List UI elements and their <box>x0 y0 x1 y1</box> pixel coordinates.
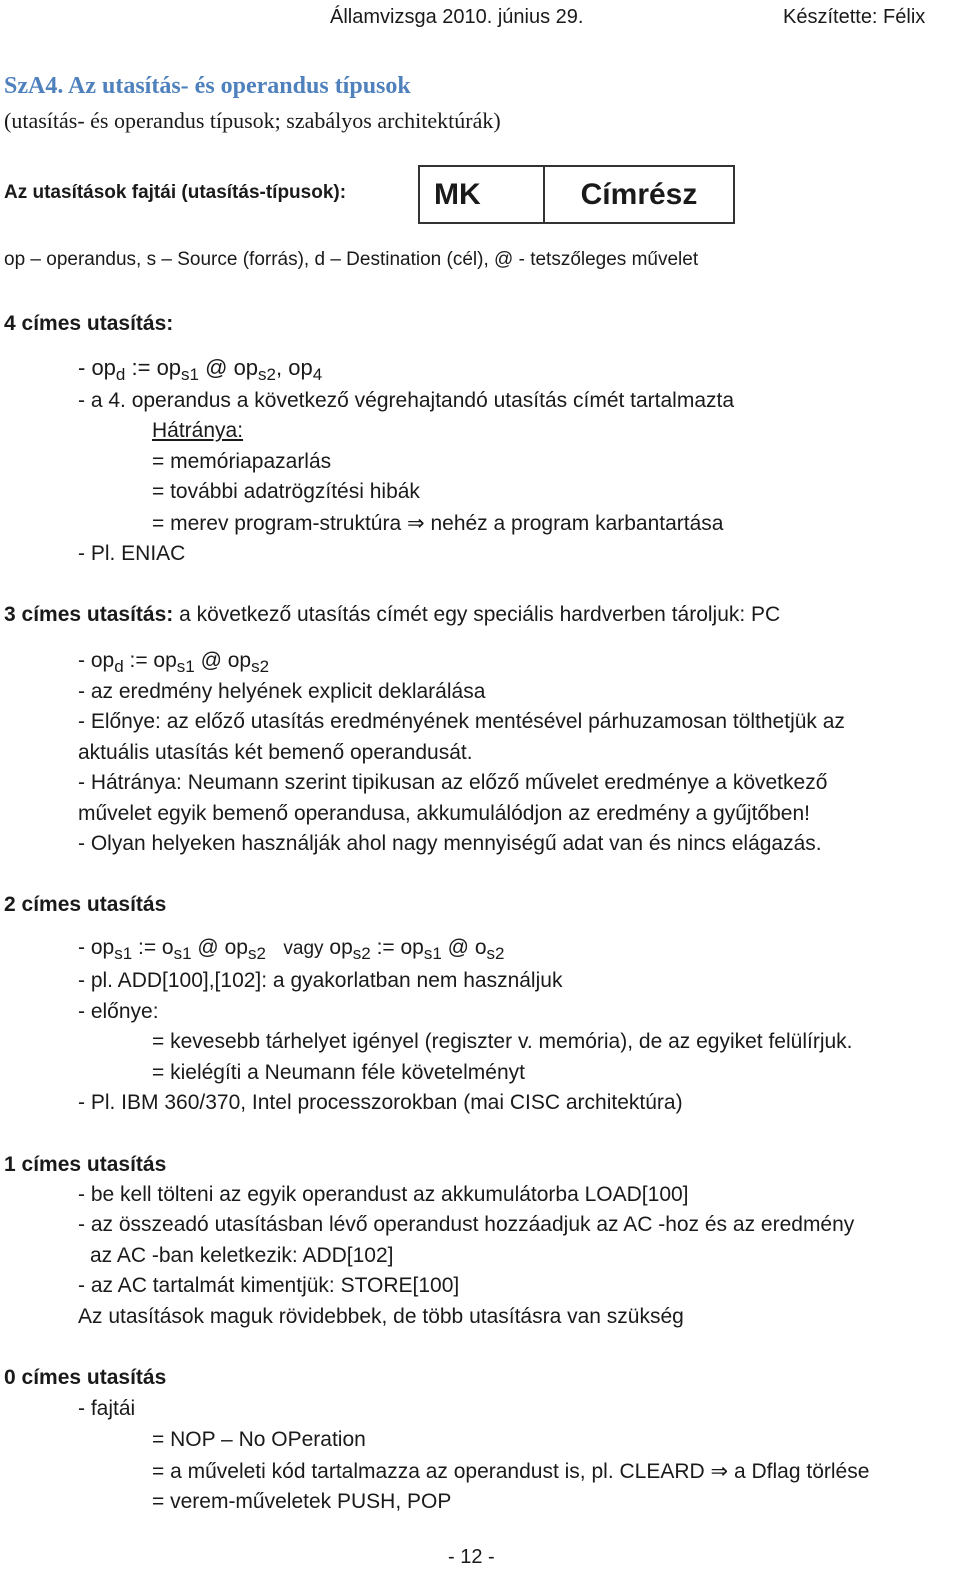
three-address-line: aktuális utasítás két bemenő operandusát. <box>78 741 473 764</box>
zero-address-item: = a műveleti kód tartalmazza az operandust is, pl. CLEARD ⇒ a Dflag törlése <box>152 1459 870 1483</box>
implies-arrow-icon: ⇒ <box>710 1459 729 1483</box>
three-address-formula: - $op_d$ := $op_{s1}$ @ $op_{s2}$ <box>78 649 270 676</box>
zero-address-line: - fajtái <box>78 1397 136 1420</box>
implies-arrow-icon: ⇒ <box>407 511 425 535</box>
two-address-line: - előnye: <box>78 1000 159 1023</box>
one-address-heading: 1 címes utasítás <box>4 1153 167 1176</box>
three-address-line: - Hátránya: Neumann szerint tipikusan az előző művelet eredménye a következő <box>78 771 828 794</box>
three-address-line: művelet egyik bemenő operandusa, akkumulálódjon az eredmény a gyűjtőben! <box>78 802 810 825</box>
four-address-heading: 4 címes utasítás: <box>4 312 174 335</box>
four-address-example: - Pl. ENIAC <box>78 542 186 565</box>
header-author: Készítette: Félix <box>783 6 926 28</box>
three-address-line: - az eredmény helyének explicit deklarálása <box>78 680 486 703</box>
one-address-line: az AC -ban keletkezik: ADD[102] <box>90 1244 394 1267</box>
four-address-cons-item: = memóriapazarlás <box>152 450 332 473</box>
zero-address-item: = verem-műveletek PUSH, POP <box>152 1490 452 1513</box>
two-address-line: = kielégíti a Neumann féle követelményt <box>152 1061 525 1084</box>
four-address-formula: - $op_d$ := $op_{s1}$ @ $op_{s2}$, $op_4$ <box>78 355 323 384</box>
one-address-line: - az AC tartalmát kimentjük: STORE[100] <box>78 1274 460 1297</box>
three-address-line: - Olyan helyeken használják ahol nagy mennyiségű adat van és nincs elágazás. <box>78 832 822 855</box>
one-address-line: - be kell tölteni az egyik operandust az akkumulátorba LOAD[100] <box>78 1183 689 1206</box>
three-address-line: - Előnye: az előző utasítás eredményének mentésével párhuzamosan tölthetjük az <box>78 710 845 733</box>
four-address-cons-item: = további adatrögzítési hibák <box>152 480 420 503</box>
legend: op – operandus, s – Source (forrás), d – Destination (cél), @ - tetszőleges művelet <box>4 249 699 270</box>
zero-address-heading: 0 címes utasítás <box>4 1366 167 1389</box>
four-address-cons-label: Hátránya: <box>152 419 244 442</box>
zero-address-item: = NOP – No OPeration <box>152 1428 366 1451</box>
kinds-heading: Az utasítások fajtái (utasítás-típusok): <box>4 182 347 203</box>
one-address-line: - az összeadó utasításban lévő operandust hozzáadjuk az AC -hoz és az eredmény <box>78 1213 855 1236</box>
two-address-line: = kevesebb tárhelyet igényel (regiszter v. memória), de az egyiket felülírjuk. <box>152 1030 853 1053</box>
four-address-line: - a 4. operandus a következő végrehajtandó utasítás címét tartalmazta <box>78 389 735 412</box>
two-address-line: - pl. ADD[100],[102]: a gyakorlatban nem használjuk <box>78 969 563 992</box>
one-address-line: Az utasítások maguk rövidebbek, de több utasításra van szükség <box>78 1305 684 1328</box>
section-title: SzA4. Az utasítás- és operandus típusok <box>4 73 411 99</box>
two-address-formula: - $op_{s1}$ := $o_{s1}$ @ $op_{s2}$ vagy $op_{s2}$ := $op_{s1}$ @ $o_{s2}$ <box>78 936 505 963</box>
page-number: - 12 - <box>448 1546 495 1568</box>
header-title: Államvizsga 2010. június 29. <box>330 6 584 28</box>
format-cell-mk: MK <box>420 167 545 222</box>
section-subtitle: (utasítás- és operandus típusok; szabályos architektúrák) <box>4 108 501 133</box>
two-address-heading: 2 címes utasítás <box>4 893 167 916</box>
instruction-format-box <box>418 165 735 224</box>
three-address-heading: 3 címes utasítás: a következő utasítás címét egy speciális hardverben tároljuk: PC <box>4 603 781 626</box>
format-cell-address: Címrész <box>580 177 698 211</box>
four-address-cons-item: = merev program-struktúra ⇒ nehéz a program karbantartása <box>152 511 724 535</box>
two-address-line: - Pl. IBM 360/370, Intel processzorokban (mai CISC architektúra) <box>78 1091 683 1114</box>
